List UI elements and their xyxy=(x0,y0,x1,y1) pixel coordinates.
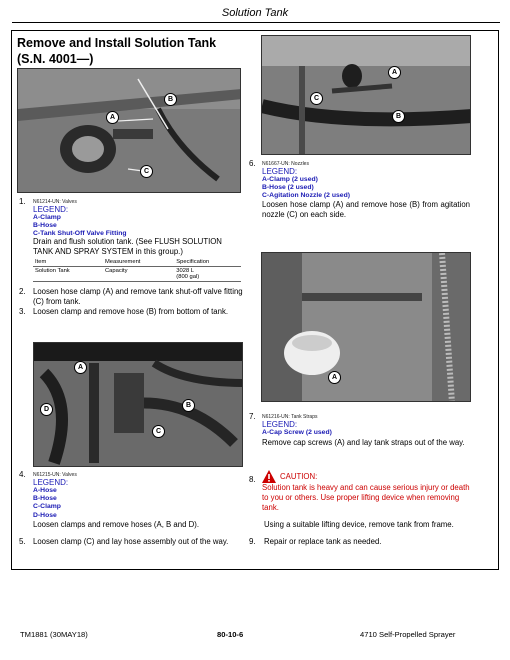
legend-item: A-Clamp (2 used) xyxy=(262,176,318,183)
caution-label: CAUTION: xyxy=(280,472,318,481)
step-6-figure-caption: N61667-UN: Nozzles xyxy=(262,161,309,167)
step-4-legend-title: LEGEND: xyxy=(33,478,69,487)
photo-tank-straps xyxy=(261,252,471,402)
step-5-number: 5. xyxy=(19,537,26,546)
page-header-title: Solution Tank xyxy=(221,7,289,19)
step-4-legend xyxy=(33,487,61,520)
callout-a: A xyxy=(74,361,87,374)
step-6-legend-title: LEGEND: xyxy=(262,167,298,176)
table-row xyxy=(33,267,241,282)
legend-item: B-Hose (2 used) xyxy=(262,184,314,192)
step-8-number: 8. xyxy=(249,475,256,484)
footer-right: 4710 Self-Propelled Sprayer xyxy=(360,630,456,639)
spec-table xyxy=(33,258,241,282)
callout-a: A xyxy=(328,371,341,384)
step-2-text: Loosen hose clamp (A) and remove tank shut-off valve fitting (C) from tank. xyxy=(33,287,243,306)
callout-b: B xyxy=(182,399,195,412)
step-2-number: 2. xyxy=(19,287,26,296)
legend-item: C-Clamp xyxy=(33,503,61,511)
table-cell-item: Solution Tank xyxy=(33,267,103,282)
legend-item: B-Hose xyxy=(33,495,57,503)
callout-c: C xyxy=(310,92,323,105)
step-9-text: Repair or replace tank as needed. xyxy=(264,537,382,546)
photo-nozzles xyxy=(261,35,471,155)
photo-valves-2 xyxy=(33,342,243,467)
callout-c: C xyxy=(152,425,165,438)
callout-b: B xyxy=(164,93,177,106)
callout-a: A xyxy=(106,111,119,124)
caution-text: Solution tank is heavy and can cause serious injury or death to you or others. Use proper lifting device when removing tank. xyxy=(262,483,470,512)
step-4-text: Loosen clamps and remove hoses (A, B and D). xyxy=(33,520,199,529)
step-9-number: 9. xyxy=(249,537,256,546)
table-header-specification: Specification xyxy=(174,258,241,267)
footer-left: TM1881 (30MAY18) xyxy=(20,630,88,639)
step-1-number: 1. xyxy=(19,197,26,206)
callout-a: A xyxy=(388,66,401,79)
step-3-text: Loosen clamp and remove hose (B) from bottom of tank. xyxy=(33,307,229,316)
callout-b: B xyxy=(392,110,405,123)
step-7-legend xyxy=(262,429,332,437)
step-3-number: 3. xyxy=(19,307,26,316)
step-6-text: Loosen hose clamp (A) and remove hose (B) from agitation nozzle (C) on each side. xyxy=(262,200,470,219)
step-1-text: Drain and flush solution tank. (See FLUSH SOLUTION TANK AND SPRAY SYSTEM in this group.) xyxy=(33,237,222,256)
legend-item: A-Cap Screw (2 used) xyxy=(262,429,332,436)
footer-page-number: 80-10-6 xyxy=(217,630,244,639)
photo-valves-1 xyxy=(17,68,241,193)
step-8-text: Using a suitable lifting device, remove tank from frame. xyxy=(264,520,454,529)
step-4-figure-caption: N61215-UN: Valves xyxy=(33,472,77,478)
step-5-text: Loosen clamp (C) and lay hose assembly out of the way. xyxy=(33,537,229,546)
legend-item: A-Hose xyxy=(33,487,57,494)
callout-d: D xyxy=(40,403,53,416)
step-4-number: 4. xyxy=(19,470,26,479)
legend-item: B-Hose xyxy=(33,222,57,230)
table-cell-measurement: Capacity xyxy=(103,267,174,282)
step-7-text: Remove cap screws (A) and lay tank straps out of the way. xyxy=(262,438,465,447)
legend-item: C-Tank Shut-Off Valve Fitting xyxy=(33,230,127,238)
step-6-legend xyxy=(262,176,350,201)
table-cell-spec: 3028 L (800 gal) xyxy=(174,267,241,282)
legend-item: D-Hose xyxy=(33,511,57,519)
callout-c: C xyxy=(140,165,153,178)
step-1-legend-title: LEGEND: xyxy=(33,205,69,214)
header-rule xyxy=(12,22,500,23)
step-1-legend xyxy=(33,214,127,239)
step-7-figure-caption: N61216-UN: Tank Straps xyxy=(262,414,318,420)
table-header-measurement: Measurement xyxy=(103,258,174,267)
step-6-number: 6. xyxy=(249,159,256,168)
step-7-number: 7. xyxy=(249,412,256,421)
step-7-legend-title: LEGEND: xyxy=(262,420,298,429)
legend-item: C-Agitation Nozzle (2 used) xyxy=(262,192,350,200)
legend-item: A-Clamp xyxy=(33,214,61,221)
section-title: Remove and Install Solution Tank (S.N. 4001—) xyxy=(17,36,217,66)
table-header-item: Item xyxy=(33,258,103,267)
caution-icon xyxy=(262,470,276,483)
step-1-figure-caption: N61214-UN: Valves xyxy=(33,199,77,205)
